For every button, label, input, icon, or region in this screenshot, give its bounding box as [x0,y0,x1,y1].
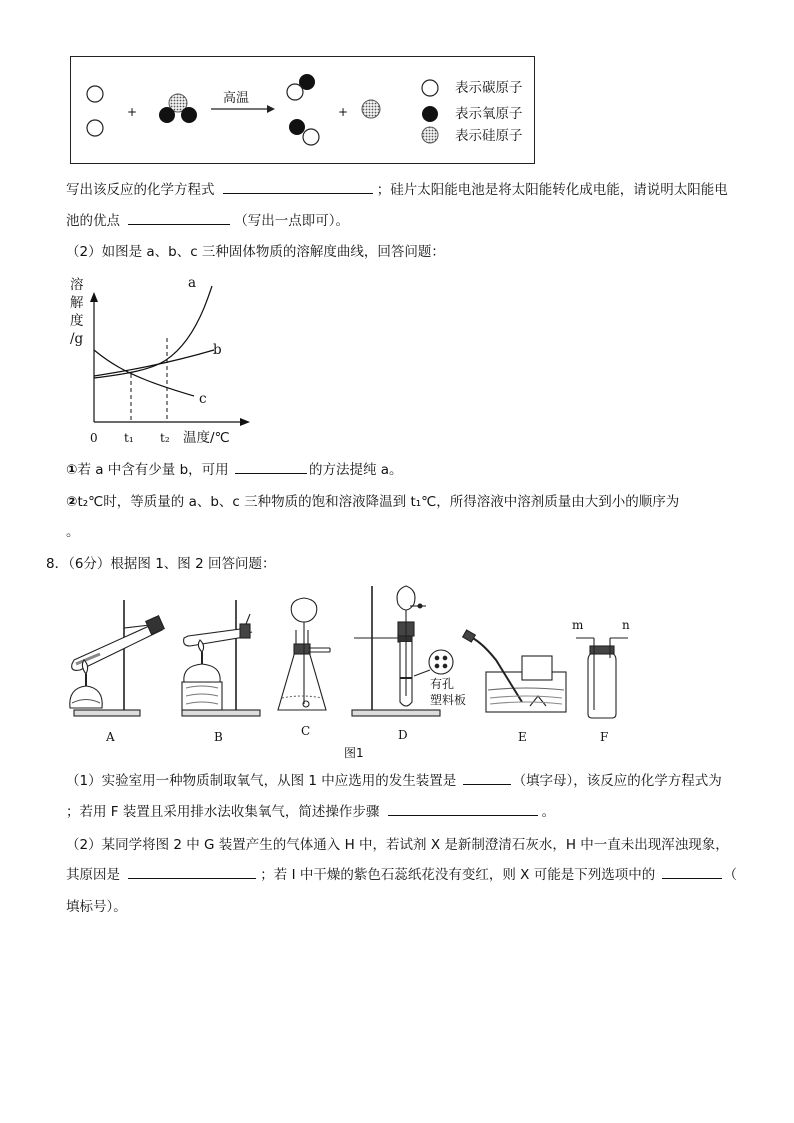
port-n: n [622,618,630,632]
x-tick-t2: t₂ [160,431,170,445]
label-f: F [600,730,609,744]
x-axis-label: 温度/℃ [183,430,230,446]
q8-2-line1: （2）某同学将图 2 中 G 装置产生的气体通入 H 中，若试剂 X 是新制澄清石灰水，H 中一直未出现浑浊现象， [66,837,729,853]
series-label-a: a [188,275,197,291]
equation-blank[interactable] [223,181,373,194]
legend-oxygen-label: 表示氧原子 [455,106,523,122]
q8-header: 8．（6分）根据图 1、图 2 回答问题： [46,556,276,572]
apparatus-a [70,600,164,716]
x-tick-0: 0 [90,431,98,445]
ylabel-char: /g [70,331,84,347]
q7-2-intro: （2）如图是 a、b、c 三种固体物质的溶解度曲线，回答问题： [66,244,445,260]
carbon-atom [287,84,303,100]
apparatus-b [182,600,260,716]
x-tick-t1: t₁ [124,431,134,445]
q8-1-line2-pre: ；若用 F 装置且采用排水法收集氧气，简述操作步骤 [66,804,380,820]
label-b: B [214,730,223,744]
q8-2-line2 [66,866,737,884]
sub1-pre: 若 a 中含有少量 b，可用 [77,462,229,478]
apparatus-svg [60,578,640,766]
q7-1-line2 [66,212,349,230]
label-c: C [301,724,311,738]
perforated-label-2: 塑料板 [430,693,467,707]
x-axis-arrow [240,418,250,426]
q8-1-line1 [66,772,722,790]
apparatus-figure [60,578,640,766]
q7-2-sub2 [66,493,679,511]
q7-1-line2-post: （写出一点即可）。 [234,213,350,229]
solubility-chart [66,270,256,450]
sub1-post: 的方法提纯 a。 [308,462,403,478]
advantage-blank[interactable] [128,212,230,225]
y-axis-arrow [90,292,98,302]
ylabel-char: 度 [70,313,84,329]
plus-sign: + [127,105,138,119]
ylabel-char: 解 [70,295,84,311]
silicon-atom [362,100,380,118]
reaction-diagram [70,56,535,164]
oxygen-atom [289,119,305,135]
legend-oxygen-icon [422,106,438,122]
q8-2-line2-mid: ；若 I 中干燥的紫色石蕊纸花没有变红，则 X 可能是下列选项中的 [260,867,656,883]
sub1-num: ① [66,462,78,478]
legend-silicon-icon [422,127,438,143]
series-label-c: c [199,391,207,407]
legend-carbon-icon [422,80,438,96]
q7-1-line2-pre: 池的优点 [66,213,120,229]
q8-1-line1-post: （填字母），该反应的化学方程式为 [512,773,722,789]
arrow-label: 高温 [223,91,250,106]
q7-1-line1 [66,181,728,199]
q8-1-line2 [66,803,555,821]
q7-1-line1-pre: 写出该反应的化学方程式 [66,182,215,198]
q8-2-line2-pre: 其原因是 [66,867,120,883]
label-e: E [518,730,527,744]
q7-2-sub2-end: 。 [66,524,80,540]
q8-1-line2-post: 。 [541,804,556,820]
q7-2-sub1 [66,461,403,479]
curve-a [94,286,212,378]
label-a: A [106,730,115,744]
device-blank[interactable] [463,772,511,785]
steps-blank[interactable] [388,803,538,816]
ylabel-char: 溶 [70,277,84,293]
option-blank[interactable] [662,866,722,879]
sub2-num: ② [66,494,78,510]
sub2-text: t₂℃时，等质量的 a、b、c 三种物质的饱和溶液降温到 t₁℃，所得溶液中溶剂质量由大到小的顺序为 [77,494,680,510]
q7-1-line1-post: ；硅片太阳能电池是将太阳能转化成电能，请说明太阳能电 [376,182,728,198]
carbon-atom [87,86,103,102]
carbon-atom [87,120,103,136]
plus-sign: + [338,105,349,119]
port-m: m [572,618,584,632]
q8-1-line1-pre: （1）实验室用一种物质制取氧气，从图 1 中应选用的发生装置是 [66,773,457,789]
q8-2-line2-post: （ [723,867,737,883]
perforated-label-1: 有孔 [430,677,455,691]
figure-caption: 图1 [344,746,364,760]
apparatus-c [278,598,330,710]
oxygen-atom [159,107,175,123]
carbon-atom [303,129,319,145]
series-label-b: b [213,342,222,358]
legend-silicon-label: 表示硅原子 [455,128,523,144]
legend-carbon-label: 表示碳原子 [455,80,523,96]
purify-method-blank[interactable] [235,461,307,474]
label-d: D [398,728,408,742]
apparatus-e [463,630,566,712]
q8-2-line3: 填标号）。 [66,899,127,915]
apparatus-f [576,638,628,718]
solubility-svg [66,270,256,450]
oxygen-atom [181,107,197,123]
reason-blank[interactable] [128,866,256,879]
